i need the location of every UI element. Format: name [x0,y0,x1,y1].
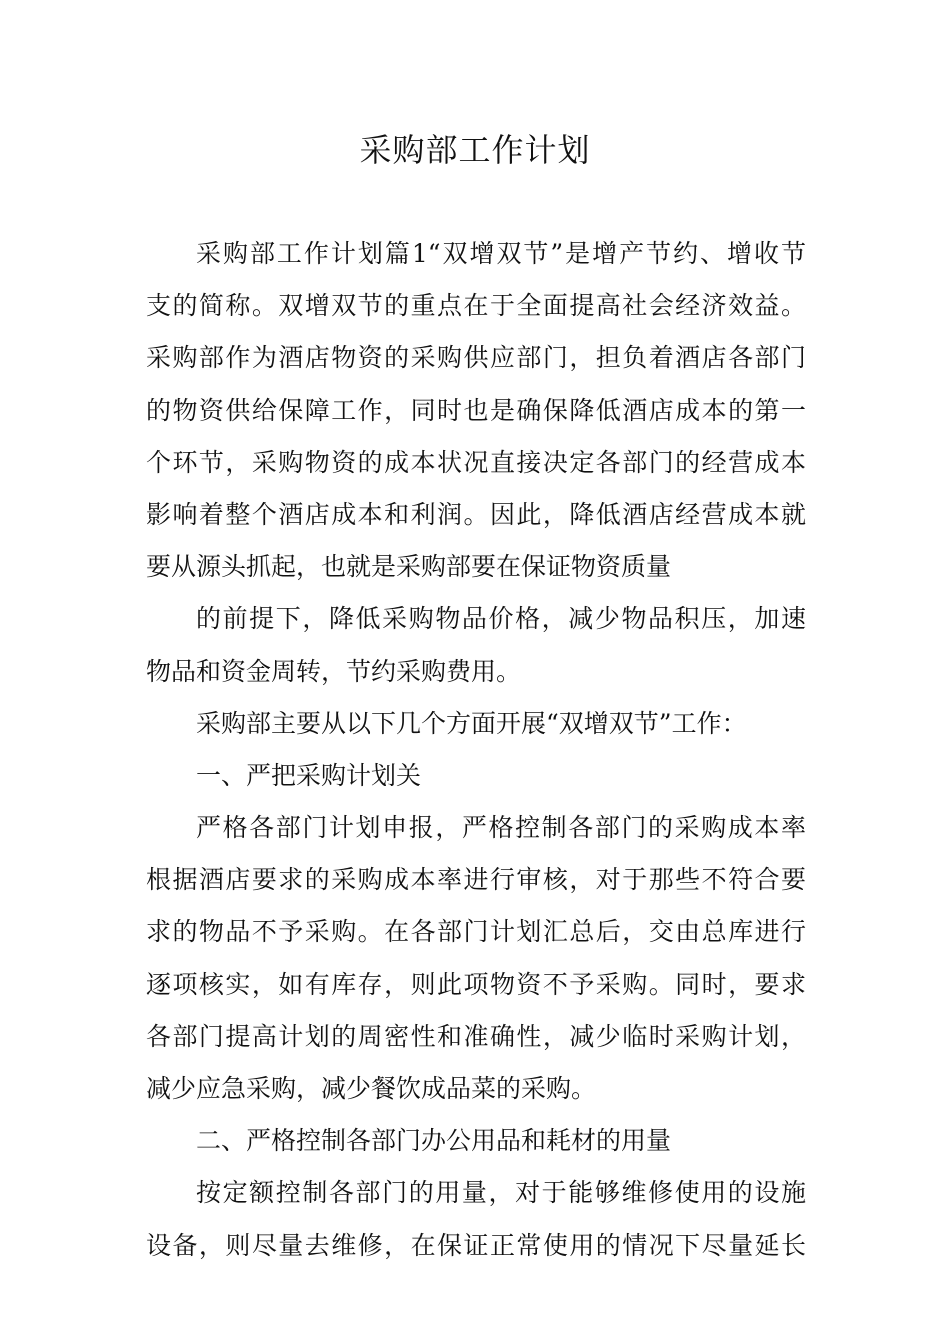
text-line: 按定额控制各部门的用量，对于能够维修使用的设施 [196,1178,806,1208]
text-line: 根据酒店要求的采购成本率进行审核，对于那些不符合要 [146,865,806,895]
document-body [146,228,806,1272]
text-line: 的前提下，降低采购物品价格，减少物品积压，加速 [196,604,806,634]
section-heading: 一、严把采购计划关 [196,760,422,790]
text-line: 物品和资金周转，节约采购费用。 [146,656,522,686]
text-line: 采购部工作计划篇1“双增双节”是增产节约、增收节 [196,239,806,268]
text-line: 采购部作为酒店物资的采购供应部门，担负着酒店各部门 [146,343,806,373]
section-heading: 二、严格控制各部门办公用品和耗材的用量 [196,1126,672,1156]
text-line: 求的物品不予采购。在各部门计划汇总后，交由总库进行 [146,917,806,947]
text-line: 要从源头抓起，也就是采购部要在保证物资质量 [146,552,672,582]
text-line: 支的简称。双增双节的重点在于全面提高社会经济效益。 [146,291,806,321]
text-line: 个环节，采购物资的成本状况直接决定各部门的经营成本 [146,447,806,477]
text-line: 减少应急采购，减少餐饮成品菜的采购。 [146,1074,597,1103]
document-title: 采购部工作计划 [359,131,591,169]
text-line: 设备，则尽量去维修，在保证正常使用的情况下尽量延长 [146,1230,806,1260]
text-line: 各部门提高计划的周密性和准确性，减少临时采购计划， [146,1021,806,1051]
text-line: 的物资供给保障工作，同时也是确保降低酒店成本的第一 [146,395,806,425]
text-line: 严格各部门计划申报，严格控制各部门的采购成本率 [196,813,806,843]
text-line: 采购部主要从以下几个方面开展“双增双节”工作： [196,708,747,738]
text-line: 影响着整个酒店成本和利润。因此，降低酒店经营成本就 [146,499,806,529]
text-line: 逐项核实，如有库存，则此项物资不予采购。同时，要求 [146,969,806,999]
